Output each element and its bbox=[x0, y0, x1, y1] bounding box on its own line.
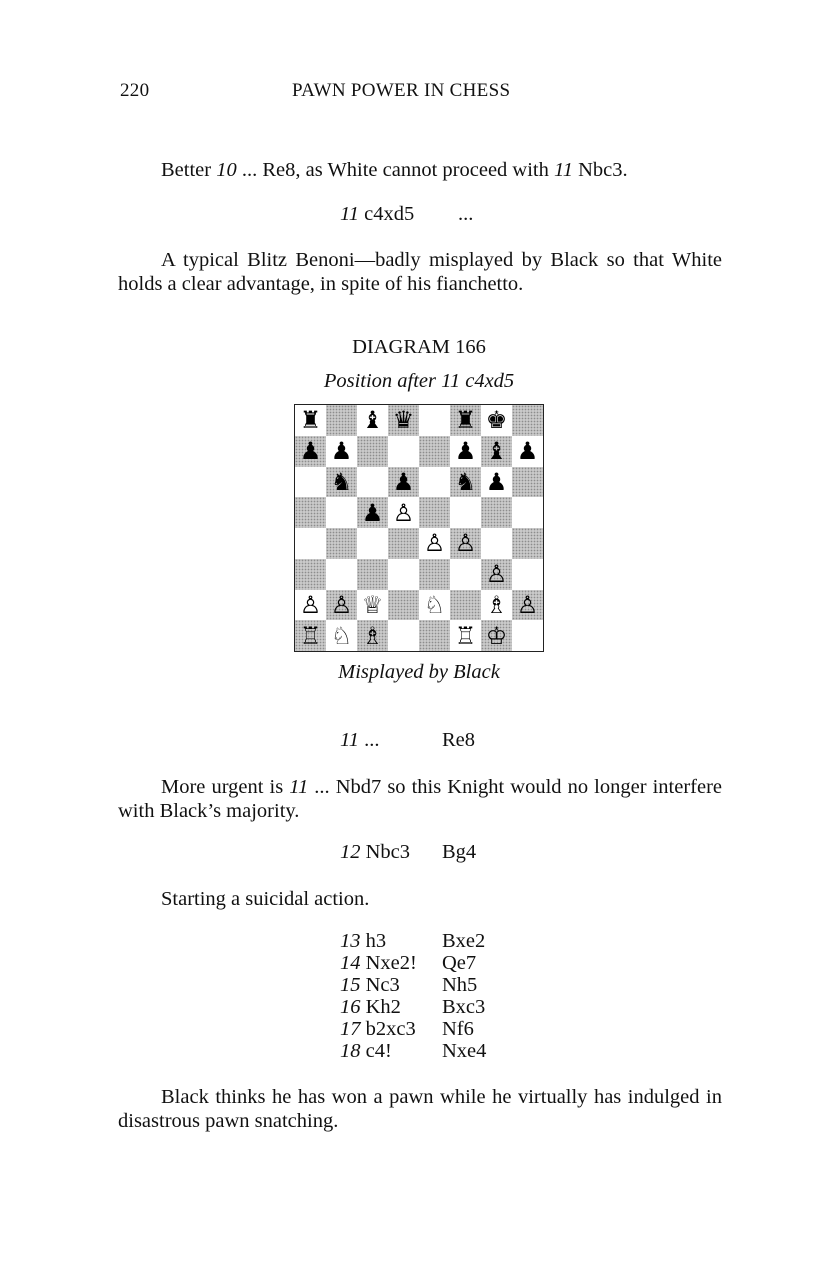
move-number: 10 bbox=[216, 159, 237, 181]
board-square bbox=[419, 528, 450, 559]
board-square bbox=[481, 497, 512, 528]
black-move: Nh5 bbox=[442, 974, 478, 996]
chess-piece-icon: ♟ bbox=[454, 437, 477, 466]
paragraph-blitz-benoni: A typical Blitz Benoni—badly misplayed by Black so that White holds a clear advantage, in spite of his fianchetto. bbox=[118, 249, 722, 295]
text: More urgent is bbox=[161, 776, 290, 798]
board-square bbox=[357, 590, 388, 621]
move-number: 11 bbox=[340, 203, 359, 225]
board-square bbox=[512, 590, 543, 621]
text: Nbc3. bbox=[572, 159, 628, 181]
white-move: c4! bbox=[360, 1040, 392, 1062]
move-number: 16 bbox=[340, 996, 361, 1018]
board-square bbox=[450, 436, 481, 467]
board-square bbox=[450, 620, 481, 651]
move-number: 11 bbox=[289, 776, 309, 798]
chess-piece-icon: ♜ bbox=[299, 406, 322, 435]
board-square bbox=[388, 590, 419, 621]
board-square bbox=[450, 559, 481, 590]
page-number: 220 bbox=[120, 80, 150, 101]
white-move: ... bbox=[358, 729, 380, 751]
chess-piece-icon: ♙ bbox=[454, 529, 477, 558]
board-square bbox=[357, 620, 388, 651]
board-square bbox=[450, 528, 481, 559]
board-square bbox=[419, 405, 450, 436]
move-number: 15 bbox=[340, 974, 361, 996]
chess-piece-icon: ♖ bbox=[299, 621, 322, 650]
chess-piece-icon: ♙ bbox=[485, 560, 508, 589]
board-square bbox=[512, 620, 543, 651]
chess-piece-icon: ♟ bbox=[516, 437, 539, 466]
chess-piece-icon: ♘ bbox=[423, 590, 446, 619]
chess-piece-icon: ♙ bbox=[516, 590, 539, 619]
chess-piece-icon: ♚ bbox=[485, 406, 508, 435]
black-move: Nf6 bbox=[442, 1018, 474, 1040]
board-square bbox=[357, 559, 388, 590]
white-move: c4xd5 bbox=[358, 203, 415, 225]
move-number: 14 bbox=[340, 952, 361, 974]
board-square bbox=[388, 528, 419, 559]
text: ... Nbd7 so this Knight would no longer interfere with Black’s majority. bbox=[118, 776, 722, 822]
white-move: Nxe2! bbox=[360, 952, 417, 974]
chess-piece-icon: ♙ bbox=[299, 590, 322, 619]
text: ... Re8, as White cannot proceed with bbox=[236, 159, 554, 181]
board-square bbox=[295, 436, 326, 467]
white-move: Kh2 bbox=[360, 996, 401, 1018]
chess-piece-icon: ♛ bbox=[392, 406, 415, 435]
board-square bbox=[326, 405, 357, 436]
move-number: 13 bbox=[340, 930, 361, 952]
board-square bbox=[450, 590, 481, 621]
black-move: Re8 bbox=[442, 729, 476, 751]
chess-piece-icon: ♟ bbox=[361, 498, 384, 527]
board-square bbox=[357, 497, 388, 528]
board-square bbox=[388, 559, 419, 590]
board-square bbox=[388, 405, 419, 436]
board-square bbox=[388, 497, 419, 528]
board-square bbox=[481, 528, 512, 559]
white-move: Nc3 bbox=[360, 974, 400, 996]
running-head: PAWN POWER IN CHESS bbox=[292, 80, 511, 101]
move-number: 11 bbox=[340, 729, 359, 751]
board-square bbox=[326, 528, 357, 559]
board-square bbox=[450, 467, 481, 498]
chess-piece-icon: ♘ bbox=[330, 621, 353, 650]
board-square bbox=[326, 620, 357, 651]
board-square bbox=[388, 620, 419, 651]
move-number: 18 bbox=[340, 1040, 361, 1062]
board-square bbox=[326, 590, 357, 621]
white-move: h3 bbox=[360, 930, 387, 952]
board-square bbox=[295, 528, 326, 559]
board-square bbox=[295, 497, 326, 528]
board-square bbox=[295, 405, 326, 436]
chess-piece-icon: ♙ bbox=[392, 498, 415, 527]
chess-piece-icon: ♟ bbox=[299, 437, 322, 466]
move-number: 17 bbox=[340, 1018, 361, 1040]
board-square bbox=[450, 405, 481, 436]
board-square bbox=[481, 620, 512, 651]
diagram-caption: Misplayed by Black bbox=[338, 661, 500, 683]
chess-piece-icon: ♜ bbox=[454, 406, 477, 435]
black-move: Nxe4 bbox=[442, 1040, 487, 1062]
board-square bbox=[419, 497, 450, 528]
paragraph-more-urgent bbox=[118, 775, 722, 823]
chess-piece-icon: ♙ bbox=[330, 590, 353, 619]
paragraph-suicidal: Starting a suicidal action. bbox=[161, 888, 370, 910]
board-square bbox=[357, 436, 388, 467]
board-square bbox=[388, 467, 419, 498]
chess-piece-icon: ♟ bbox=[330, 437, 353, 466]
board-square bbox=[419, 467, 450, 498]
board-square bbox=[357, 405, 388, 436]
paragraph-better-re8 bbox=[118, 158, 722, 182]
board-square bbox=[295, 559, 326, 590]
board-square bbox=[481, 467, 512, 498]
board-square bbox=[512, 559, 543, 590]
diagram-subtitle: Position after 11 c4xd5 bbox=[323, 370, 515, 392]
chess-piece-icon: ♕ bbox=[361, 590, 384, 619]
white-move: b2xc3 bbox=[360, 1018, 416, 1040]
board-square bbox=[512, 497, 543, 528]
board-square bbox=[326, 559, 357, 590]
board-square bbox=[419, 436, 450, 467]
move-list bbox=[340, 931, 540, 1071]
black-move: Bxc3 bbox=[442, 996, 486, 1018]
board-square bbox=[419, 590, 450, 621]
board-square bbox=[295, 590, 326, 621]
board-square bbox=[512, 436, 543, 467]
black-move: Bg4 bbox=[442, 841, 477, 863]
chess-piece-icon: ♟ bbox=[485, 467, 508, 496]
black-move: Bxe2 bbox=[442, 930, 486, 952]
board-square bbox=[481, 559, 512, 590]
board-square bbox=[326, 436, 357, 467]
chess-piece-icon: ♞ bbox=[330, 467, 353, 496]
white-move: Nbc3 bbox=[360, 841, 411, 863]
chess-piece-icon: ♞ bbox=[454, 467, 477, 496]
paragraph-black-thinks: Black thinks he has won a pawn while he virtually has indulged in disastrous pawn snatching. bbox=[118, 1086, 722, 1132]
chess-piece-icon: ♗ bbox=[361, 621, 384, 650]
board-square bbox=[481, 590, 512, 621]
board-square bbox=[357, 528, 388, 559]
chess-board bbox=[294, 404, 544, 652]
board-square bbox=[450, 497, 481, 528]
board-square bbox=[512, 467, 543, 498]
board-square bbox=[512, 405, 543, 436]
chess-piece-icon: ♝ bbox=[485, 437, 508, 466]
board-square bbox=[295, 620, 326, 651]
move-number: 11 bbox=[554, 159, 573, 181]
board-square bbox=[419, 620, 450, 651]
chess-piece-icon: ♟ bbox=[392, 467, 415, 496]
chess-piece-icon: ♝ bbox=[361, 406, 384, 435]
board-square bbox=[481, 436, 512, 467]
chess-piece-icon: ♖ bbox=[454, 621, 477, 650]
board-square bbox=[357, 467, 388, 498]
board-square bbox=[326, 497, 357, 528]
black-move: Qe7 bbox=[442, 952, 477, 974]
board-square bbox=[481, 405, 512, 436]
black-move: ... bbox=[458, 203, 474, 225]
move-number: 12 bbox=[340, 841, 361, 863]
chess-piece-icon: ♗ bbox=[485, 590, 508, 619]
chess-piece-icon: ♔ bbox=[485, 621, 508, 650]
text: Better bbox=[161, 159, 217, 181]
board-square bbox=[512, 528, 543, 559]
diagram-title: DIAGRAM 166 bbox=[352, 336, 486, 358]
board-square bbox=[326, 467, 357, 498]
board-square bbox=[419, 559, 450, 590]
board-square bbox=[295, 467, 326, 498]
board-square bbox=[388, 436, 419, 467]
chess-piece-icon: ♙ bbox=[423, 529, 446, 558]
